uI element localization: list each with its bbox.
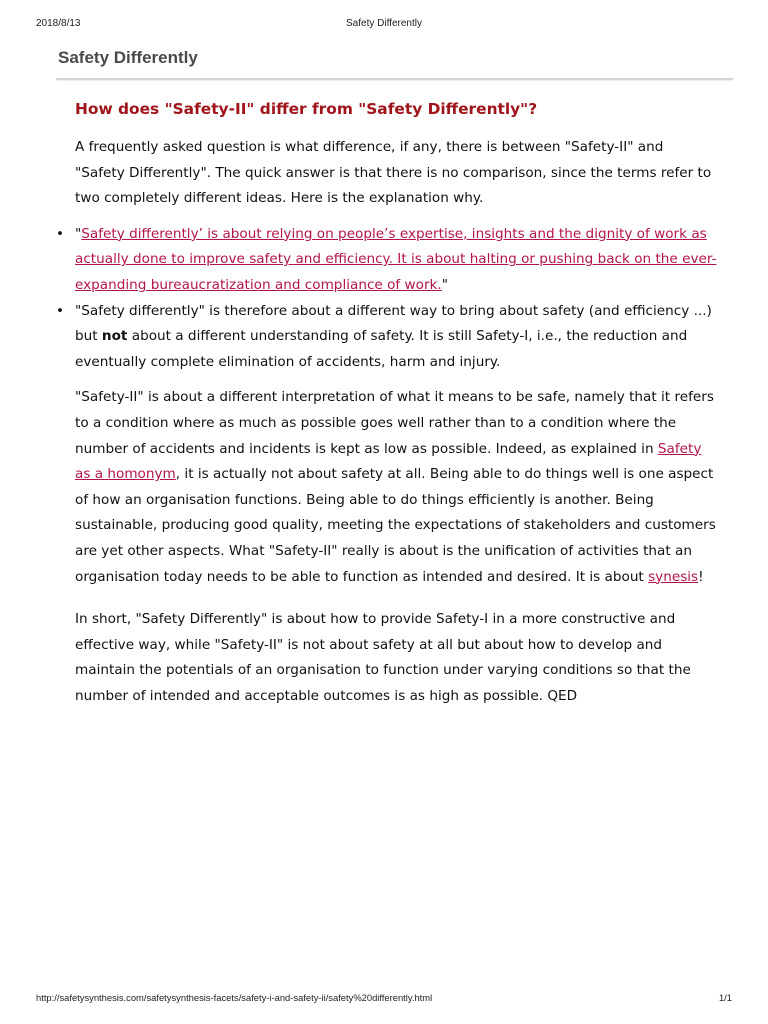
site-title[interactable]: Safety Differently: [58, 48, 198, 67]
bullet-text-start: "Safety differently" is therefore about a different way to bring about safety (and efficiency ...) but: [75, 302, 712, 345]
page-number: 1/1: [718, 992, 732, 1003]
safety-differently-quote-link[interactable]: Safety differently’ is about relying on people’s expertise, insights and the dignity of work as actually done to improve safety and efficiency. It is about halting or pushing back on the ever-expanding bureaucratization and compliance of work.: [75, 225, 717, 293]
print-page-title: Safety Differently: [346, 18, 422, 29]
bullet-text-end: about a different understanding of safety. It is still Safety-I, i.e., the reduction and eventually complete elimination of accidents, harm and injury.: [75, 328, 688, 370]
quote-close: ": [441, 276, 449, 293]
print-url: http://safetysynthesis.com/safetysynthesis-facets/safety-i-and-safety-ii/safety%20differently.html: [36, 992, 433, 1003]
summary-paragraph: In short, "Safety Differently" is about how to provide Safety-I in a more constructive and effective way, while "Safety-II" is not about safety at all but about how to develop and maintain the potentials of an organisation to function under varying conditions so that the number of intended and acceptable outcomes is as high as possible. QED: [75, 611, 691, 704]
emphasis-not: not: [101, 328, 128, 345]
print-header: [36, 13, 732, 29]
list-item: [56, 222, 717, 299]
article: [56, 97, 717, 719]
para-text-start: "Safety-II" is about a different interpretation of what it means to be safe, namely that it refers to a condition where as much as possible goes well rather than to a condition where the number of accidents and incidents is kept as low as possible. Indeed, as explained in: [75, 389, 714, 457]
bullet-icon: •: [56, 225, 65, 242]
safety-homonym-link[interactable]: Safety as a homonym: [75, 440, 702, 483]
header-divider: [56, 78, 733, 80]
para-text-end: !: [698, 568, 704, 585]
list-item: [56, 299, 717, 376]
quote-open: ": [75, 225, 82, 242]
safety-ii-paragraph: [75, 385, 717, 590]
synesis-link[interactable]: synesis: [648, 568, 699, 585]
intro-paragraph: A frequently asked question is what difference, if any, there is between "Safety-II" and "Safety Differently". The quick answer is that there is no comparison, since the terms refer to two completely different ideas. Here is the explanation why.: [75, 139, 712, 207]
bullet-list: [56, 222, 717, 376]
article-heading: How does "Safety-II" differ from "Safety Differently"?: [75, 100, 538, 118]
bullet-icon: •: [56, 302, 65, 319]
print-date: 2018/8/13: [36, 18, 81, 29]
para-text-middle: , it is actually not about safety at all. Being able to do things well is one aspect of how an organisation functions. Being able to do things efficiently is another. Being sustainable, producing good quality, meeting the expectations of stakeholders and customers are yet other aspects. What "Safety-II" really is about is the unification of activities that an organisation today needs to be able to function as intended and desired. It is about: [75, 466, 716, 585]
